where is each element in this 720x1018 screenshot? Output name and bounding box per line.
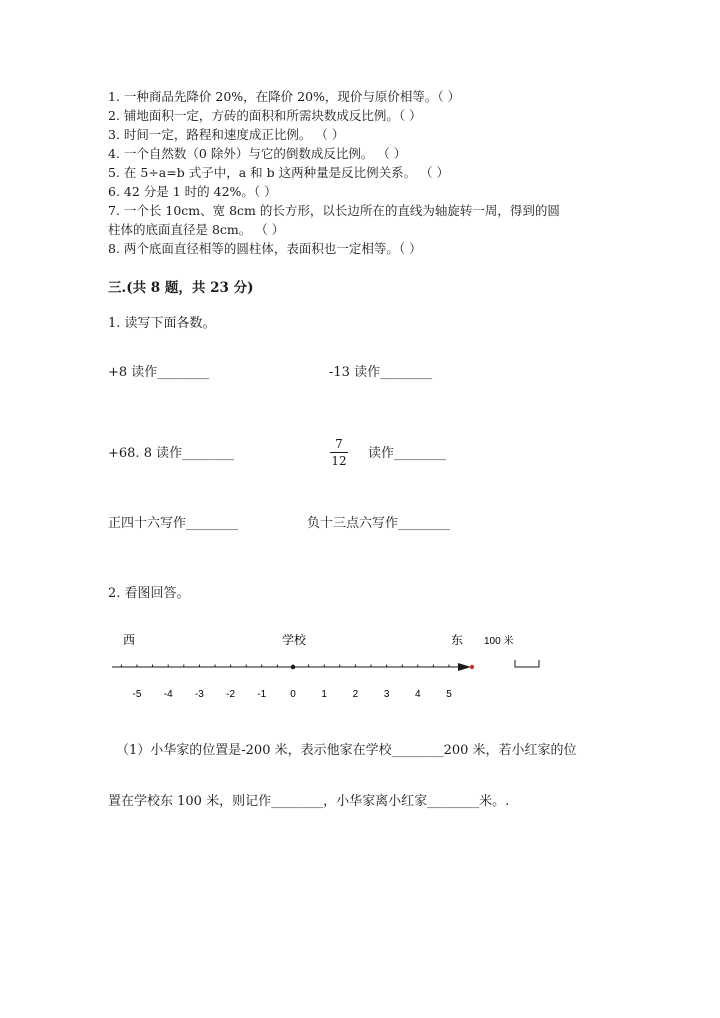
- judgement-item-4: 4. 一个自然数（0 除外）与它的倒数成反比例。 （ ）: [108, 146, 407, 161]
- judgement-item-6: 6. 42 分是 1 时的 42%。（ ）: [108, 184, 277, 199]
- question-2-line-2: 置在学校东 100 米，则记作________，小华家离小红家________米。.: [108, 794, 510, 809]
- section-title: 三.(共 8 题，共 23 分): [108, 280, 254, 296]
- question-2-title: 2. 看图回答。: [108, 586, 190, 601]
- label-east: 东: [451, 633, 464, 647]
- read-negative-13: -13 读作________: [329, 365, 433, 380]
- judgement-item-3: 3. 时间一定，路程和速度成正比例。 （ ）: [108, 127, 345, 142]
- tick-label: 2: [352, 689, 359, 700]
- label-school: 学校: [282, 633, 307, 647]
- tick-label: -4: [163, 689, 173, 700]
- read-fraction: 读作________: [368, 446, 447, 461]
- write-positive-46: 正四十六写作________: [108, 516, 239, 531]
- label-scale: 100 米: [484, 636, 514, 647]
- scale-bracket: [515, 660, 539, 667]
- tick-label: 5: [446, 689, 452, 700]
- number-line-figure: [100, 620, 560, 710]
- fraction-denominator: 12: [331, 454, 347, 468]
- fraction-numerator: 7: [335, 437, 343, 451]
- tick-label: -2: [226, 689, 236, 700]
- east-end-dot: [470, 665, 474, 669]
- label-west: 西: [123, 633, 136, 647]
- tick-label: 4: [415, 689, 421, 700]
- tick-label: -5: [132, 689, 142, 700]
- read-positive-68-8: +68. 8 读作________: [108, 446, 235, 461]
- judgement-item-7-cont: 柱体的底面直径是 8cm。 （ ）: [108, 222, 285, 237]
- axis-arrow: [458, 663, 471, 671]
- judgement-item-7: 7. 一个长 10cm、宽 8cm 的长方形，以长边所在的直线为轴旋转一周，得到的圆: [108, 203, 560, 218]
- judgement-item-5: 5. 在 5÷a=b 式子中，a 和 b 这两种量是反比例关系。 （ ）: [108, 165, 450, 180]
- axis-tick-labels: [133, 689, 453, 700]
- tick-label: 1: [321, 689, 327, 700]
- read-positive-8: +8 读作________: [108, 365, 210, 380]
- fraction-7-12: [330, 437, 348, 468]
- judgement-item-2: 2. 铺地面积一定，方砖的面积和所需块数成反比例。（ ）: [108, 108, 422, 123]
- question-2-line-1: （1）小华家的位置是-200 米，表示他家在学校________200 米，若小红家的位: [116, 743, 577, 758]
- question-1-title: 1. 读写下面各数。: [108, 316, 216, 331]
- tick-label: -1: [257, 689, 267, 700]
- judgement-item-1: 1. 一种商品先降价 20%，在降价 20%，现价与原价相等。（ ）: [108, 89, 461, 104]
- fraction-bar: [330, 452, 348, 453]
- write-negative-13-6: 负十三点六写作________: [307, 516, 451, 531]
- tick-label: 0: [290, 689, 296, 700]
- tick-label: 3: [383, 689, 390, 700]
- judgement-item-8: 8. 两个底面直径相等的圆柱体，表面积也一定相等。（ ）: [108, 241, 422, 256]
- tick-label: -3: [194, 689, 204, 700]
